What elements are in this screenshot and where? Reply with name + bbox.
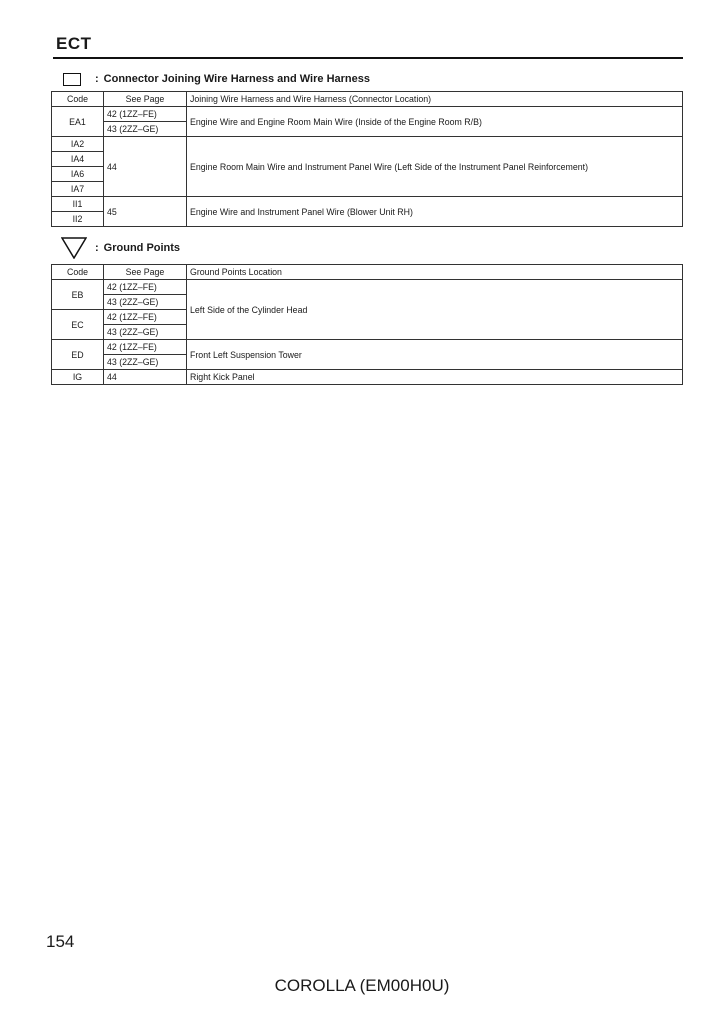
code-cell: IA7 bbox=[52, 182, 104, 197]
see-page-cell: 44 bbox=[104, 370, 187, 385]
code-cell: ED bbox=[52, 340, 104, 370]
table-row bbox=[52, 280, 683, 295]
see-page-cell: 43 (2ZZ–GE) bbox=[104, 355, 187, 370]
table-row bbox=[52, 137, 683, 152]
table-header-row bbox=[52, 265, 683, 280]
triangle-icon bbox=[53, 238, 87, 258]
column-header: See Page bbox=[104, 265, 187, 280]
location-cell: Front Left Suspension Tower bbox=[187, 340, 683, 370]
connector-section-heading: : Connector Joining Wire Harness and Wire Harness bbox=[53, 68, 370, 90]
see-page-cell: 44 bbox=[104, 137, 187, 197]
code-cell: EA1 bbox=[52, 107, 104, 137]
table-row bbox=[52, 370, 683, 385]
column-header: Code bbox=[52, 92, 104, 107]
page-title: ECT bbox=[56, 34, 92, 53]
page-number: 154 bbox=[46, 932, 75, 951]
see-page-cell: 42 (1ZZ–FE) bbox=[104, 340, 187, 355]
connector-section-label: Connector Joining Wire Harness and Wire Harness bbox=[103, 73, 370, 85]
see-page-cell: 42 (1ZZ–FE) bbox=[104, 107, 187, 122]
rectangle-icon bbox=[53, 69, 87, 89]
see-page-cell: 43 (2ZZ–GE) bbox=[104, 122, 187, 137]
location-cell: Left Side of the Cylinder Head bbox=[187, 280, 683, 340]
column-header: Code bbox=[52, 265, 104, 280]
table-row bbox=[52, 107, 683, 122]
column-header: Ground Points Location bbox=[187, 265, 683, 280]
ground-section-heading: : Ground Points bbox=[53, 237, 180, 259]
ground-table bbox=[51, 264, 683, 385]
location-cell: Engine Wire and Engine Room Main Wire (Inside of the Engine Room R/B) bbox=[187, 107, 683, 137]
column-header: See Page bbox=[104, 92, 187, 107]
code-cell: IG bbox=[52, 370, 104, 385]
see-page-cell: 42 (1ZZ–FE) bbox=[104, 280, 187, 295]
location-cell: Right Kick Panel bbox=[187, 370, 683, 385]
see-page-cell: 45 bbox=[104, 197, 187, 227]
column-header: Joining Wire Harness and Wire Harness (Connector Location) bbox=[187, 92, 683, 107]
location-cell: Engine Room Main Wire and Instrument Panel Wire (Left Side of the Instrument Panel Reinforcement) bbox=[187, 137, 683, 197]
see-page-cell: 43 (2ZZ–GE) bbox=[104, 325, 187, 340]
table-header-row bbox=[52, 92, 683, 107]
code-cell: EC bbox=[52, 310, 104, 340]
code-cell: IA2 bbox=[52, 137, 104, 152]
location-cell: Engine Wire and Instrument Panel Wire (Blower Unit RH) bbox=[187, 197, 683, 227]
footer-model: COROLLA (EM00H0U) bbox=[274, 976, 450, 995]
ground-section-label: Ground Points bbox=[103, 242, 181, 254]
code-cell: IA6 bbox=[52, 167, 104, 182]
header-rule bbox=[53, 57, 683, 59]
code-cell: IA4 bbox=[52, 152, 104, 167]
code-cell: II2 bbox=[52, 212, 104, 227]
code-cell: EB bbox=[52, 280, 104, 310]
table-row bbox=[52, 340, 683, 355]
see-page-cell: 43 (2ZZ–GE) bbox=[104, 295, 187, 310]
table-row bbox=[52, 197, 683, 212]
connector-table bbox=[51, 91, 683, 227]
see-page-cell: 42 (1ZZ–FE) bbox=[104, 310, 187, 325]
code-cell: II1 bbox=[52, 197, 104, 212]
